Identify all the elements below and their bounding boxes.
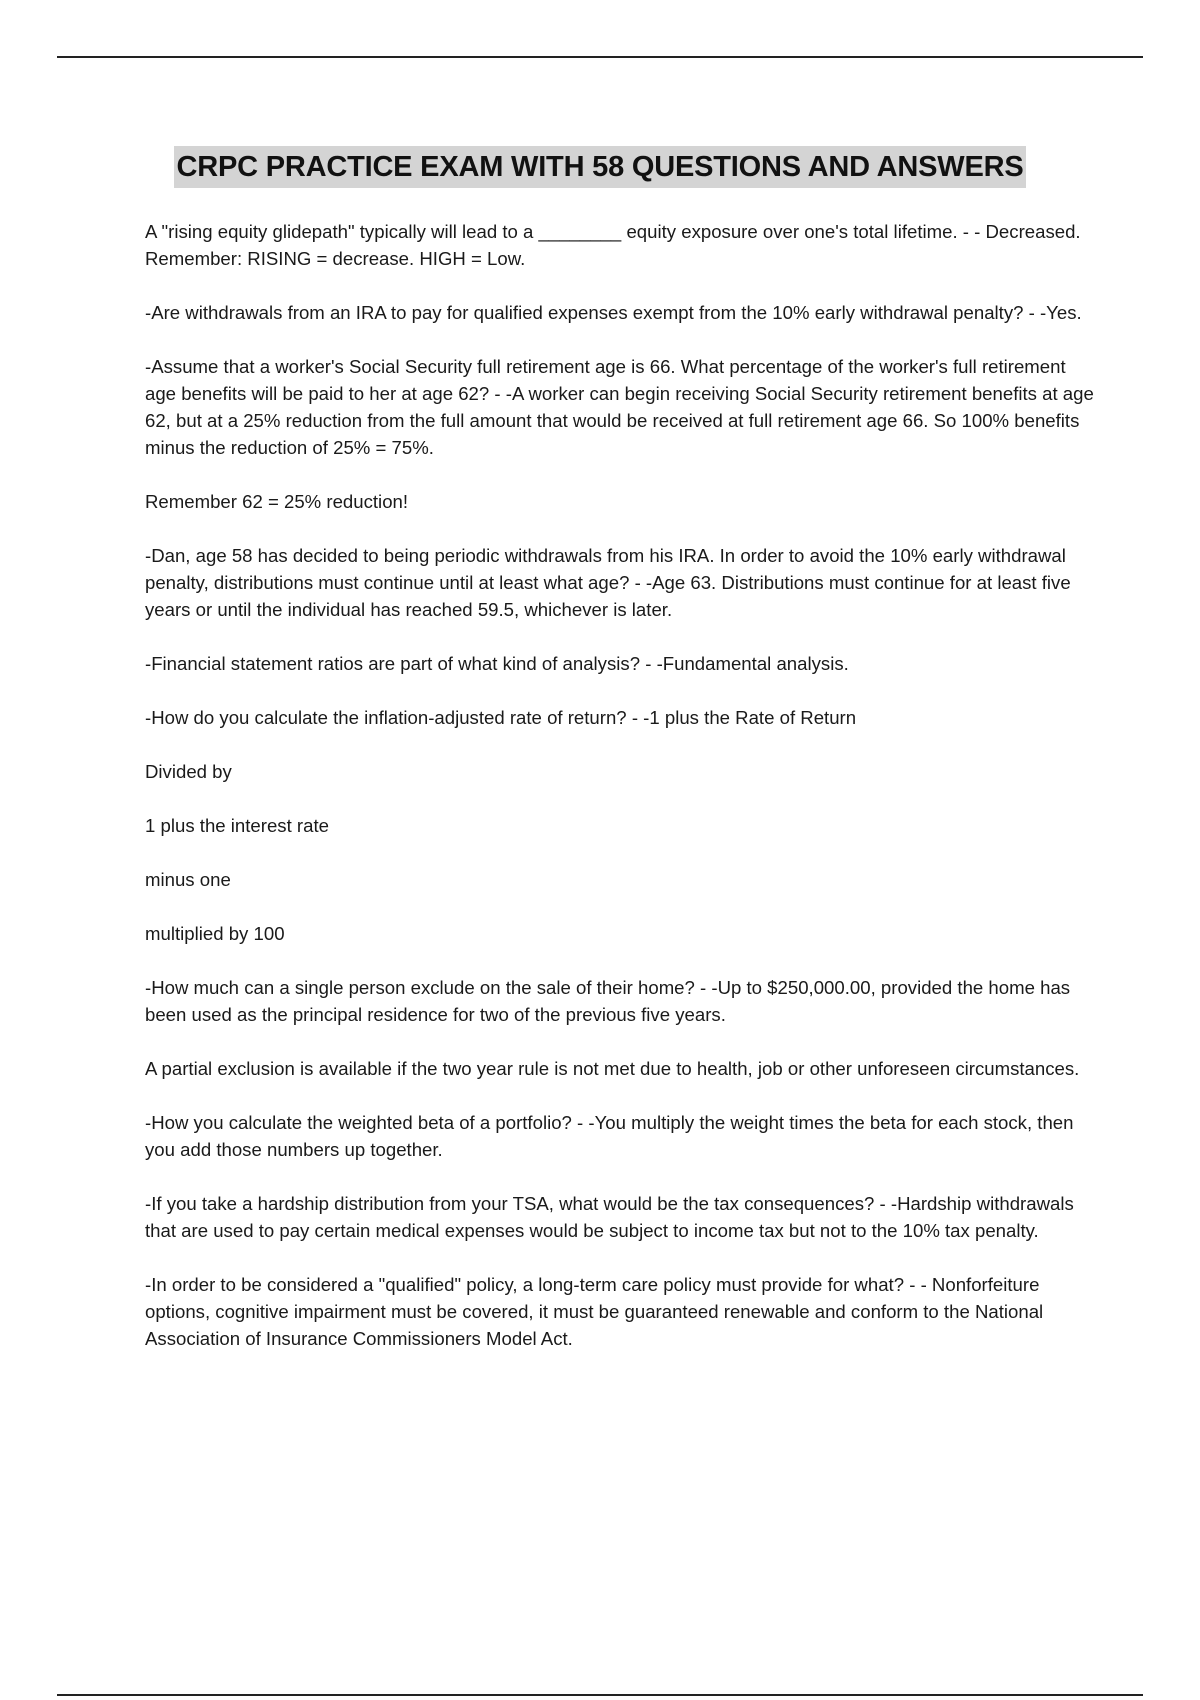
paragraph: -If you take a hardship distribution from your TSA, what would be the tax consequences? - -Hardship withdrawals that are used to pay certain medical expenses would be subject to income tax but not to the 10% tax penalty. bbox=[145, 1193, 1074, 1241]
paragraph: -In order to be considered a "qualified" policy, a long-term care policy must provide for what? - - Nonforfeiture options, cognitive impairment must be covered, it must be guaranteed renewable and conform to the National Association of Insurance Commissioners Model Act. bbox=[145, 1274, 1044, 1349]
paragraph: Remember 62 = 25% reduction! bbox=[145, 491, 409, 512]
paragraph: 1 plus the interest rate bbox=[145, 815, 329, 836]
document-title: CRPC PRACTICE EXAM WITH 58 QUESTIONS AND ANSWERS bbox=[174, 146, 1025, 188]
paragraph: -Financial statement ratios are part of what kind of analysis? - -Fundamental analysis. bbox=[145, 653, 849, 674]
paragraph: -How do you calculate the inflation-adjusted rate of return? - -1 plus the Rate of Return bbox=[145, 707, 857, 728]
paragraph: minus one bbox=[145, 869, 231, 890]
title-block bbox=[0, 146, 1200, 188]
paragraph: A partial exclusion is available if the two year rule is not met due to health, job or other unforeseen circumstances. bbox=[145, 1058, 1080, 1079]
paragraph: -How much can a single person exclude on the sale of their home? - -Up to $250,000.00, provided the home has been used as the principal residence for two of the previous five years. bbox=[145, 977, 1071, 1025]
paragraph: multiplied by 100 bbox=[145, 923, 285, 944]
document-body bbox=[145, 218, 1095, 1379]
paragraph: -Dan, age 58 has decided to being periodic withdrawals from his IRA. In order to avoid the 10% early withdrawal penalty, distributions must continue until at least what age? - -Age 63. Distributions must continue for at least five years or until the individual has reached 59.5, whichever is later. bbox=[145, 545, 1071, 620]
paragraph: -How you calculate the weighted beta of a portfolio? - -You multiply the weight times the beta for each stock, then you add those numbers up together. bbox=[145, 1112, 1074, 1160]
paragraph: Divided by bbox=[145, 761, 232, 782]
footer-rule bbox=[57, 1694, 1143, 1696]
header-rule bbox=[57, 56, 1143, 58]
paragraph: A "rising equity glidepath" typically will lead to a ________ equity exposure over one's total lifetime. - - Decreased. Remember: RISING = decrease. HIGH = Low. bbox=[145, 221, 1081, 269]
paragraph: -Assume that a worker's Social Security full retirement age is 66. What percentage of the worker's full retirement age benefits will be paid to her at age 62? - -A worker can begin receiving Social Security retirement benefits at age 62, but at a 25% reduction from the full amount that would be received at full retirement age 66. So 100% benefits minus the reduction of 25% = 75%. bbox=[145, 356, 1094, 458]
paragraph: -Are withdrawals from an IRA to pay for qualified expenses exempt from the 10% early withdrawal penalty? - -Yes. bbox=[145, 302, 1082, 323]
